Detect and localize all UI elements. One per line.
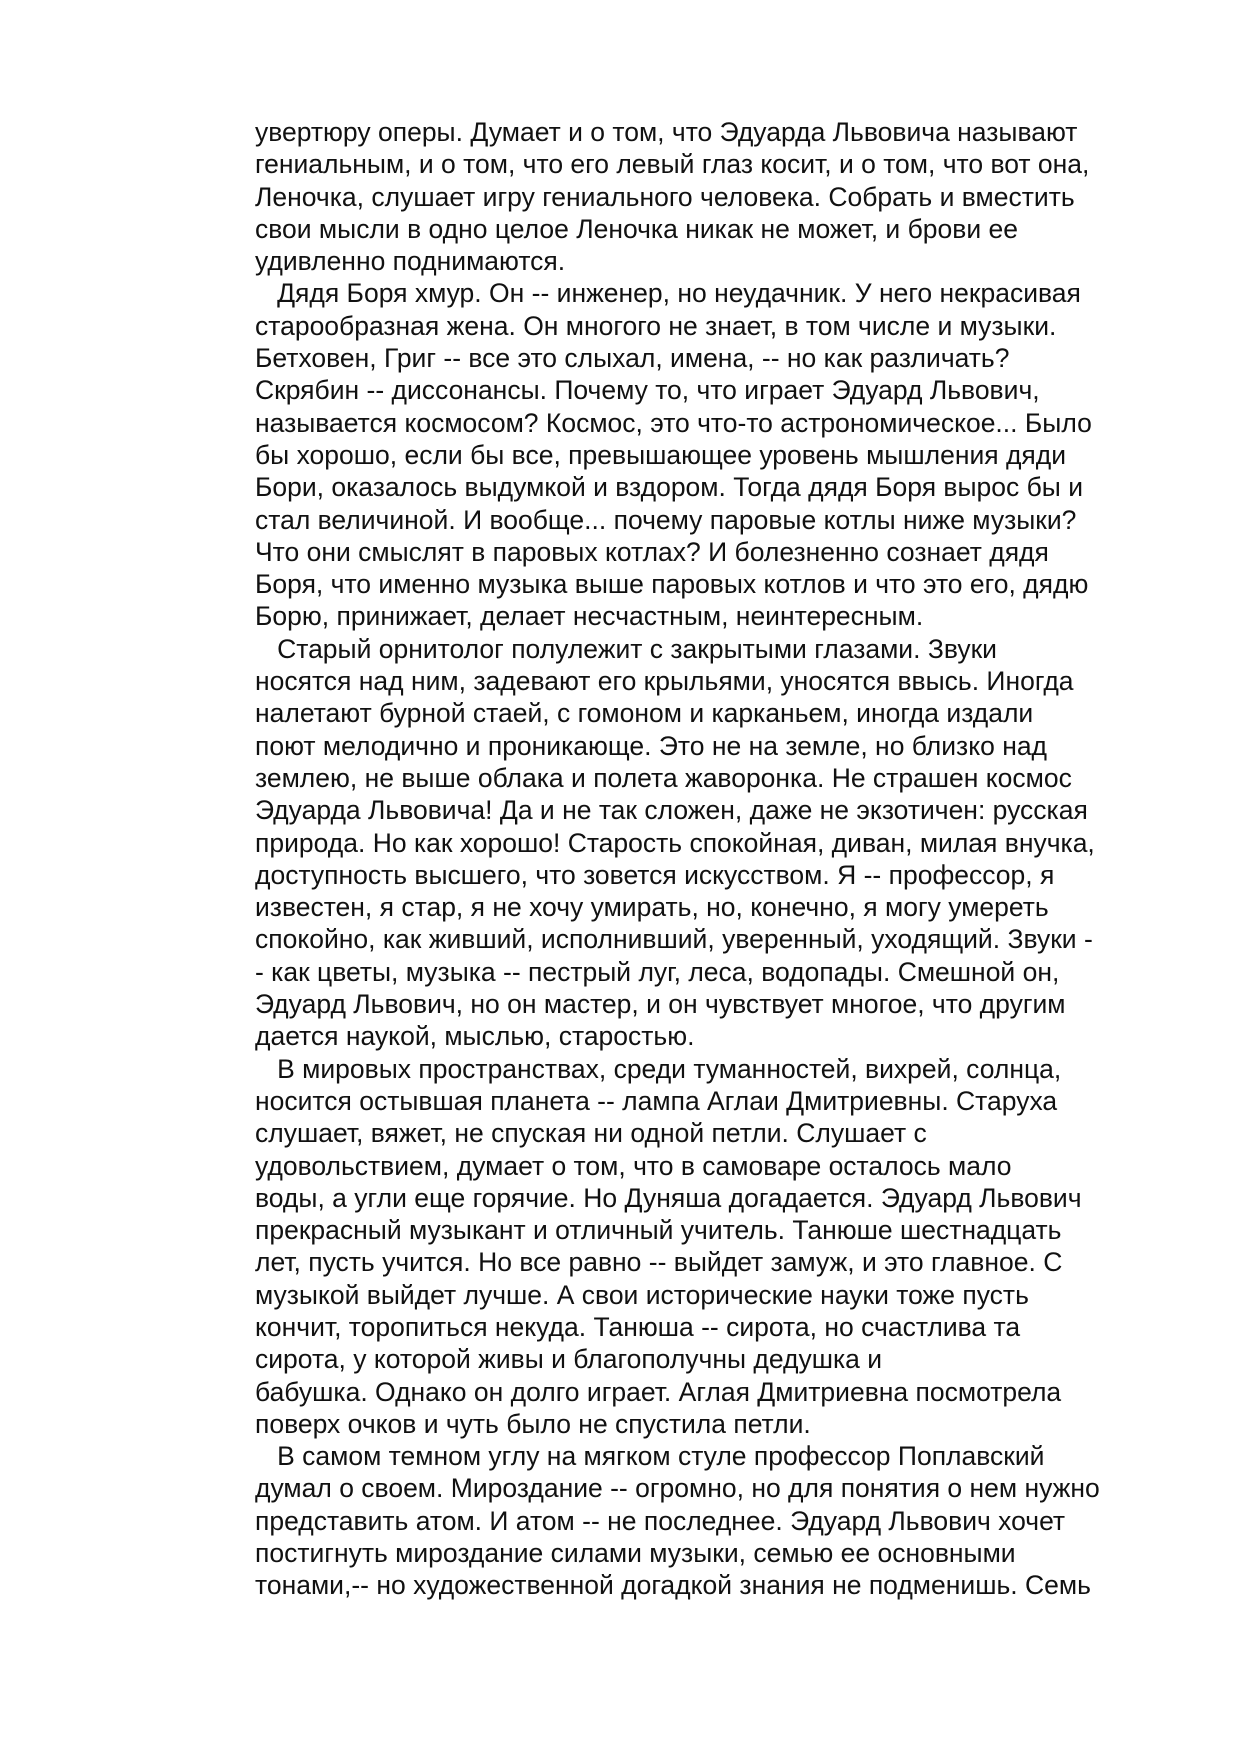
text-line: известен, я стар, я не хочу умирать, но, конечно, я могу умереть: [255, 892, 1049, 923]
text-line: кончит, торопиться некуда. Танюша -- сирота, но счастлива та: [255, 1311, 1021, 1342]
text-line: носится остывшая планета -- лампа Аглаи Дмитриевны. Старуха: [255, 1085, 1058, 1116]
text-line: воды, а угли еще горячие. Но Дуняша догадается. Эдуард Львович: [255, 1182, 1082, 1213]
text-line: постигнуть мироздание силами музыки, семью ее основными: [255, 1538, 1016, 1569]
text-line: В мировых пространствах, среди туманностей, вихрей, солнца,: [255, 1053, 1062, 1084]
text-line: Что они смыслят в паровых котлах? И болезненно сознает дядя: [255, 536, 1049, 567]
text-line: бабушка. Однако он долго играет. Аглая Дмитриевна посмотрела: [255, 1376, 1062, 1407]
text-line: доступность высшего, что зовется искусством. Я -- профессор, я: [255, 859, 1055, 890]
text-line: стал величиной. И вообще... почему паровые котлы ниже музыки?: [255, 504, 1077, 535]
body-text: [255, 116, 1155, 1602]
text-line: Бори, оказалось выдумкой и вздором. Тогда дядя Боря вырос бы и: [255, 472, 1084, 503]
text-line: Эдуарда Львовича! Да и не так сложен, даже не экзотичен: русская: [255, 795, 1088, 826]
text-line: налетают бурной стаей, с гомоном и карканьем, иногда издали: [255, 698, 1034, 729]
text-line: Эдуард Львович, но он мастер, и он чувствует многое, что другим: [255, 989, 1066, 1020]
text-line: прекрасный музыкант и отличный учитель. Танюше шестнадцать: [255, 1215, 1062, 1246]
text-line: старообразная жена. Он многого не знает, в том числе и музыки.: [255, 310, 1057, 341]
text-line: носятся над ним, задевают его крыльями, уносятся ввысь. Иногда: [255, 666, 1074, 697]
text-line: В самом темном углу на мягком стуле профессор Поплавский: [255, 1441, 1045, 1472]
text-line: природа. Но как хорошо! Старость спокойная, диван, милая внучка,: [255, 827, 1095, 858]
text-line: спокойно, как живший, исполнивший, уверенный, уходящий. Звуки -: [255, 924, 1093, 955]
text-line: увертюру оперы. Думает и о том, что Эдуарда Львовича называют: [255, 117, 1078, 147]
text-line: музыкой выйдет лучше. А свои исторические науки тоже пусть: [255, 1279, 1029, 1310]
text-line: гениальным, и о том, что его левый глаз косит, и о том, что вот она,: [255, 149, 1090, 180]
text-line: - как цветы, музыка -- пестрый луг, леса, водопады. Смешной он,: [255, 956, 1060, 987]
text-line: тонами,-- но художественной догадкой знания не подменишь. Семь: [255, 1570, 1091, 1601]
text-line: представить атом. И атом -- не последнее. Эдуард Львович хочет: [255, 1505, 1066, 1536]
text-line: землею, не выше облака и полета жаворонка. Не страшен космос: [255, 762, 1072, 793]
text-line: Бетховен, Григ -- все это слыхал, имена, -- но как различать?: [255, 343, 1010, 374]
text-line: дается наукой, мыслью, старостью.: [255, 1021, 695, 1052]
text-line: Леночка, слушает игру гениального человека. Собрать и вместить: [255, 181, 1075, 212]
text-line: Боря, что именно музыка выше паровых котлов и что это его, дядю: [255, 569, 1089, 600]
text-line: называется космосом? Космос, это что-то астрономическое... Было: [255, 407, 1092, 438]
text-line: лет, пусть учится. Но все равно -- выйдет замуж, и это главное. С: [255, 1247, 1063, 1278]
text-line: Старый орнитолог полулежит с закрытыми глазами. Звуки: [255, 633, 997, 664]
text-line: свои мысли в одно целое Леночка никак не может, и брови ее: [255, 213, 1018, 244]
text-line: Борю, принижает, делает несчастным, неинтересным.: [255, 601, 924, 632]
text-line: поверх очков и чуть было не спустила петли.: [255, 1408, 811, 1439]
text-line: думал о своем. Мироздание -- огромно, но для понятия о нем нужно: [255, 1473, 1100, 1504]
text-line: Скрябин -- диссонансы. Почему то, что играет Эдуард Львович,: [255, 375, 1040, 406]
text-line: бы хорошо, если бы все, превышающее уровень мышления дяди: [255, 439, 1067, 470]
text-line: сирота, у которой живы и благополучны дедушка и: [255, 1344, 883, 1375]
text-line: слушает, вяжет, не спуская ни одной петли. Слушает с: [255, 1118, 927, 1149]
text-line: удивленно поднимаются.: [255, 246, 566, 277]
text-line: удовольствием, думает о том, что в самоваре осталось мало: [255, 1150, 1012, 1181]
text-line: Дядя Боря хмур. Он -- инженер, но неудачник. У него некрасивая: [255, 278, 1081, 309]
text-line: поют мелодично и проникающе. Это не на земле, но близко над: [255, 730, 1048, 761]
